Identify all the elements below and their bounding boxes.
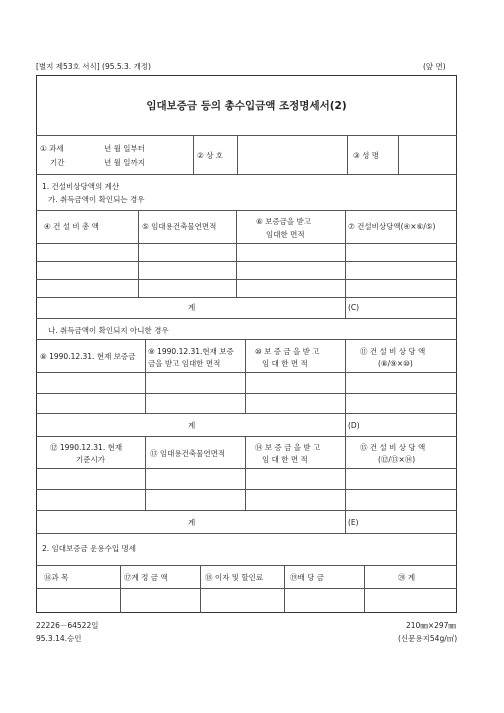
table-a-col-3 <box>345 210 346 318</box>
col-8-label: ⑧ 1990.12.31. 현재 보증금 <box>40 352 136 361</box>
table-b-row-2 <box>36 413 457 414</box>
table-b-header-bottom <box>36 372 457 373</box>
col-20-label: ⑳ 계 <box>398 573 416 582</box>
total-e-label: (E) <box>348 518 359 527</box>
period-to: 년 월 일까지 <box>104 158 145 167</box>
info-divider-1 <box>193 135 194 174</box>
table-a-header-bottom <box>36 243 457 244</box>
table-c-row-2 <box>36 510 457 511</box>
period-label-2: 기간 <box>50 158 65 167</box>
col-6-label-2: 임대한 면적 <box>266 230 305 239</box>
table-a-col-2 <box>236 210 237 297</box>
footer-code: 22226－64522일 <box>36 621 99 630</box>
table-c-col-1 <box>145 436 146 510</box>
footer-paper-size: 210㎜×297㎜ <box>406 621 456 630</box>
total-d-label: (D) <box>348 421 360 430</box>
col-18-label: ⑱ 이자 및 할인료 <box>205 573 264 582</box>
table-a-col-1 <box>138 210 139 297</box>
col-15-label-2: (⑫/⑬×⑭) <box>378 455 416 464</box>
table-d-header-bottom <box>36 588 457 589</box>
col-10-label-1: ⑩ 보 증 금 을 받 고 <box>255 347 320 356</box>
table-d-col-1 <box>120 565 121 613</box>
total-a-label: 계 <box>188 303 196 312</box>
footer-approval-date: 95.3.14.승인 <box>36 634 82 643</box>
col-11-label-1: ⑪ 건 설 비 상 당 액 <box>360 347 426 356</box>
table-d-col-4 <box>364 565 365 613</box>
form-number: [별지 제53호 서식] (95.5.3. 개정) <box>36 62 151 71</box>
section1-heading: 1. 건설비상당액의 계산 <box>42 182 120 191</box>
period-from: 년 월 일부터 <box>104 144 145 153</box>
col-6-label-1: ⑥ 보증금을 받고 <box>256 217 311 226</box>
section2-heading: 2. 임대보증금 운용수입 명세 <box>42 544 137 553</box>
table-b-top <box>36 339 457 340</box>
info-top-line <box>36 135 457 136</box>
info-divider-3 <box>347 135 348 174</box>
col-5-label: ⑤ 임대용건축물연면적 <box>142 222 217 231</box>
table-b-row-1 <box>36 393 457 394</box>
page-side-label: (앞 면) <box>423 62 446 71</box>
col-19-label: ⑲배 당 금 <box>290 573 325 582</box>
table-c-row-1 <box>36 489 457 490</box>
table-c-col-3 <box>345 436 346 533</box>
col-15-label-1: ⑮ 건 설 비 상 당 액 <box>360 443 426 452</box>
info-bottom-line <box>36 174 457 175</box>
col-4-label: ④ 건 설 비 총 액 <box>44 222 99 231</box>
table-a-row-3 <box>36 297 457 298</box>
form-title: 임대보증금 등의 총수입금액 조정명세서(2) <box>146 100 347 112</box>
col-10-label-2: 임 대 한 면 적 <box>262 359 308 368</box>
section1-sub-b: 나. 취득금액이 확인되지 아니한 경우 <box>48 326 169 335</box>
table-b-col-1 <box>145 339 146 413</box>
col-16-label: ⑯과 목 <box>44 573 69 582</box>
table-c-col-2 <box>245 436 246 510</box>
company-label: ② 상 호 <box>197 151 223 160</box>
period-label-1: ① 과세 <box>40 144 64 153</box>
col-9-label-2: 금을 받고 임대한 면적 <box>148 359 221 368</box>
table-d-top <box>36 565 457 566</box>
col-14-label-1: ⑭ 보 증 금 을 받 고 <box>255 443 321 452</box>
info-divider-2 <box>237 135 238 174</box>
table-b-col-2 <box>245 339 246 413</box>
info-divider-4 <box>398 135 399 174</box>
table-d-col-3 <box>284 565 285 613</box>
col-9-label-1: ⑨ 1990.12.31.현재 보증 <box>148 347 234 356</box>
table-b-total-bottom <box>36 436 457 437</box>
table-a-top <box>36 210 457 211</box>
table-c-total-bottom <box>36 533 457 534</box>
table-b-col-3 <box>345 339 346 436</box>
col-7-label: ⑦ 건설비상당액(④×⑥/⑤) <box>348 222 436 231</box>
total-c-row-label: 계 <box>188 518 196 527</box>
table-a-total-bottom <box>36 318 457 319</box>
total-b-label: 계 <box>188 421 196 430</box>
footer-paper-type: (신문용지54g/㎡) <box>398 634 458 643</box>
col-13-label: ⑬ 임대용건축물연면적 <box>150 449 226 458</box>
name-label: ③ 성 명 <box>353 151 379 160</box>
section1-sub-a: 가. 취득금액이 확인되는 경우 <box>48 195 145 204</box>
table-c-header-bottom <box>36 468 457 469</box>
col-17-label: ⑰계 정 금 액 <box>124 573 168 582</box>
col-12-label-1: ⑫ 1990.12.31. 현재 <box>50 443 123 452</box>
table-a-row-1 <box>36 261 457 262</box>
table-d-col-2 <box>200 565 201 613</box>
col-14-label-2: 임 대 한 면 적 <box>262 455 308 464</box>
col-12-label-2: 기준시가 <box>76 455 105 464</box>
total-c-label: (C) <box>348 303 360 312</box>
col-11-label-2: (⑧/⑨×⑩) <box>378 359 413 368</box>
table-a-row-2 <box>36 279 457 280</box>
